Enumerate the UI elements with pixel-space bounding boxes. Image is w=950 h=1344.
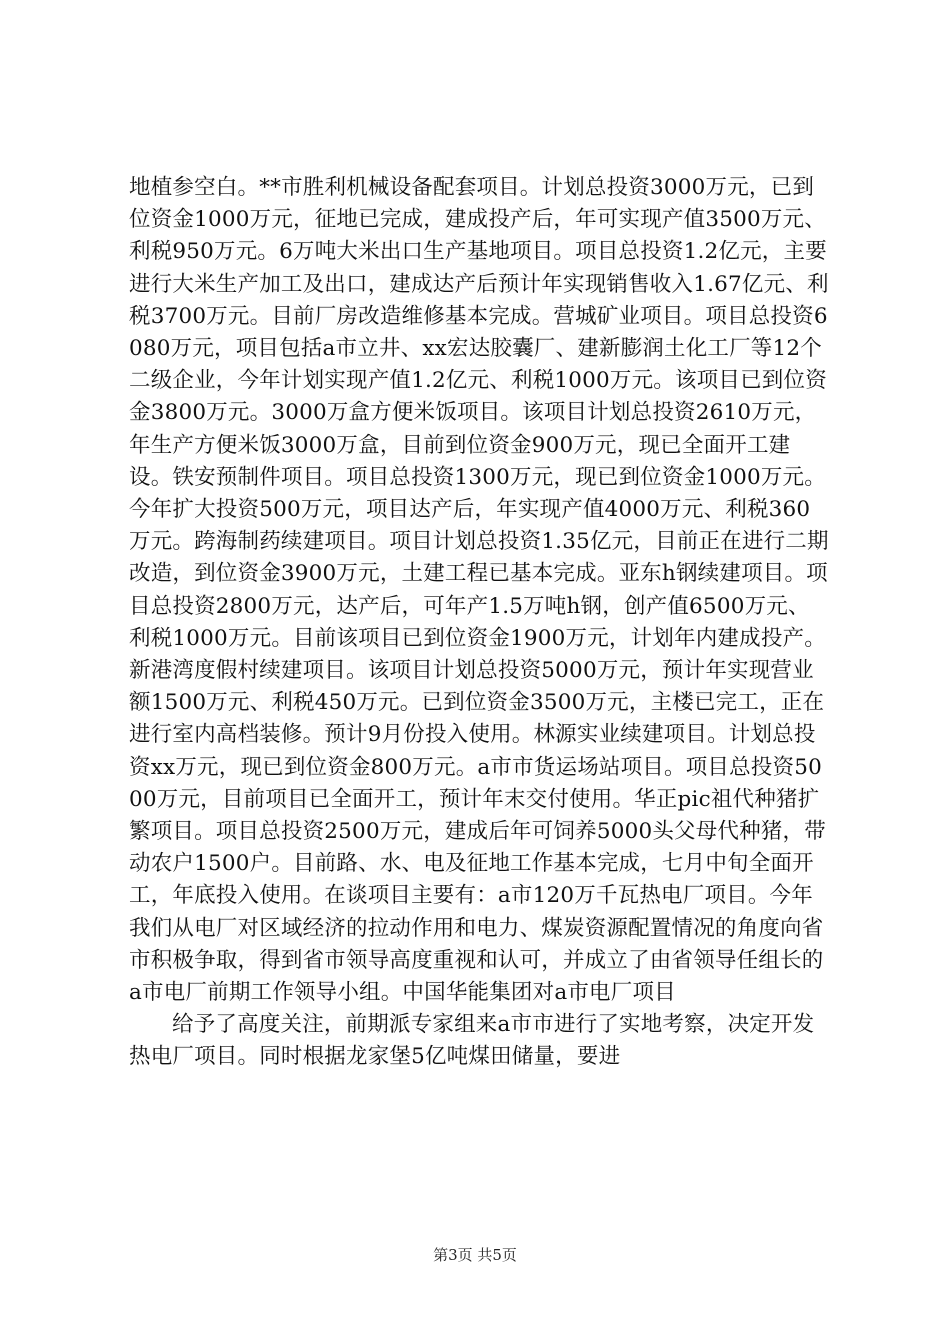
body-paragraph: 给予了高度关注，前期派专家组来a市市进行了实地考察，决定开发热电厂项目。同时根据龙家堡5亿吨煤田储量，要进 bbox=[129, 1012, 815, 1070]
body-paragraph: 地植参空白。**市胜利机械设备配套项目。计划总投资3000万元，已到位资金1000万元，征地已完成，建成投产后，年可实现产值3500万元、利税950万元。6万吨大米出口生产基地项目。项目总投资1.2亿元，主要进行大米生产加工及出口，建成达产后预计年实现销售收入1.67亿元、利税3700万元。目前厂房改造维修基本完成。营城矿业项目。项目总投资6080万元，项目包括a市立井、xx宏达胶囊厂、建新膨润土化工厂等12个二级企业，今年计划实现产值1.2亿元、利税1000万元。该项目已到位资金3800万元。3000万盒方便米饭项目。该项目计划总投资2610万元，年生产方便米饭3000万盒，目前到位资金900万元，现已全面开工建设。铁安预制件项目。项目总投资1300万元，现已到位资金1000万元。今年扩大投资500万元，项目达产后，年实现产值4000万元、利税360万元。跨海制药续建项目。项目计划总投资1.35亿元，目前正在进行二期改造，到位资金3900万元，土建工程已基本完成。亚东h钢续建项目。项目总投资2800万元，达产后，可年产1.5万吨h钢，创产值6500万元、利税1000万元。目前该项目已到位资金1900万元，计划年内建成投产。新港湾度假村续建项目。该项目计划总投资5000万元，预计年实现营业额1500万元、利税450万元。已到位资金3500万元，主楼已完工，正在进行室内高档装修。预计9月份投入使用。林源实业续建项目。计划总投资xx万元，现已到位资金800万元。a市市货运场站项目。项目总投资5000万元，目前项目已全面开工，预计年末交付使用。华正pic祖代种猪扩繁项目。项目总投资2500万元，建成后年可饲养5000头父母代种猪，带动农户1500户。目前路、水、电及征地工作基本完成，七月中旬全面开工，年底投入使用。在谈项目主要有：a市120万千瓦热电厂项目。今年我们从电厂对区域经济的拉动作用和电力、煤炭资源配置情况的角度向省市积极争取，得到省市领导高度重视和认可，并成立了由省领导任组长的a市电厂前期工作领导小组。中国华能集团对a市电厂项目 bbox=[129, 175, 829, 1006]
page-number: 第3页 共5页 bbox=[433, 1246, 517, 1264]
page-footer bbox=[0, 1244, 950, 1265]
document-body bbox=[129, 172, 829, 1074]
